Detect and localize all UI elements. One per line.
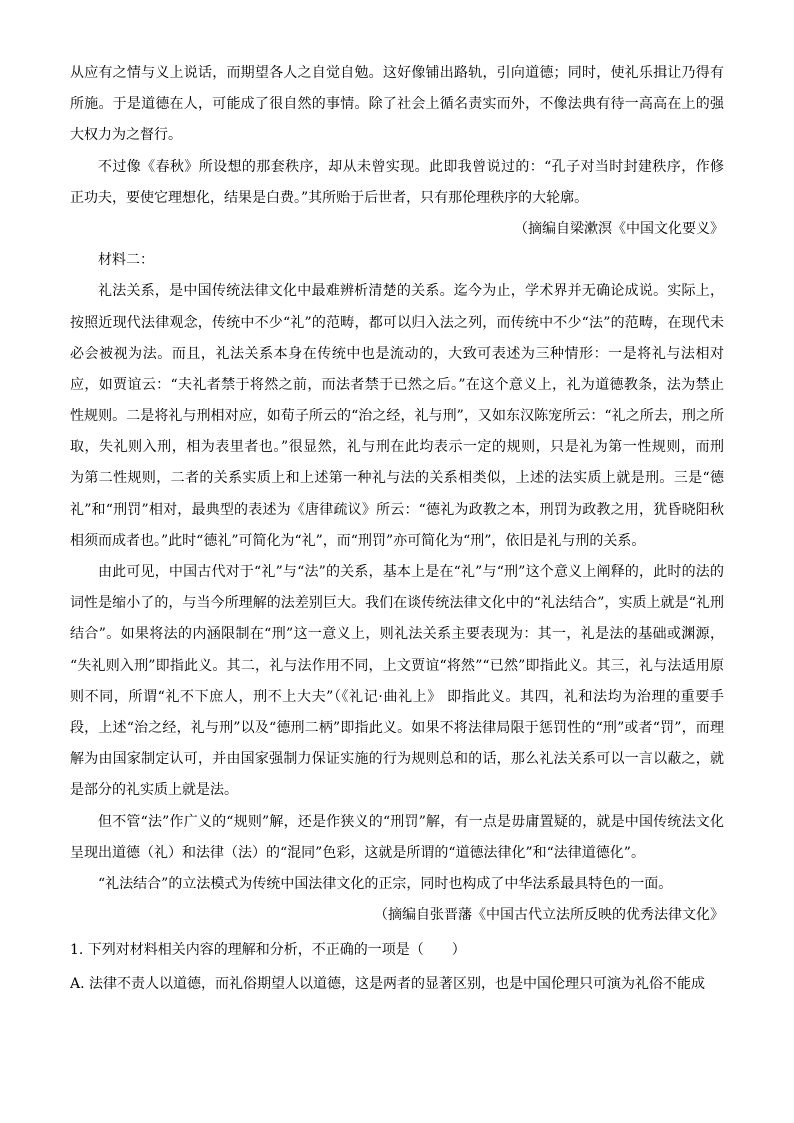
document-page (70, 58, 724, 999)
text-line: 为第二性规则，二者的关系实质上和上述第一种礼与法的关系相类似，上述的法实质上就是刑。三是“德 (70, 470, 724, 487)
text-line: 呈现出道德（礼）和法律（法）的“混同”色彩，这就是所谓的“道德法律化”和“法律道德化”。 (70, 844, 645, 861)
text-line: 大权力为之督行。 (70, 127, 182, 144)
text-line: 礼”和“刑罚”相对，最典型的表述为《唐律疏议》所云：“德礼为政教之本，刑罚为政教之用，犹昏晓阳秋 (70, 501, 724, 518)
text-line: （摘编自梁漱溟《中国文化要义》 (514, 220, 724, 237)
text-line: 从应有之情与义上说话，而期望各人之自觉自勉。这好像铺出路轨，引向道德；同时，使礼乐揖让乃得有 (70, 65, 724, 81)
text-line: 不过像《春秋》所设想的那套秩序，却从未曾实现。此即我曾说过的：“孔子对当时封建秩序，作修 (98, 158, 724, 175)
text-line: 结合”。如果将法的内涵限制在“刑”这一意义上，则礼法关系主要表现为：其一，礼是法的基础或渊源， (70, 626, 724, 643)
text-line: 按照近现代法律观念，传统中不少“礼”的范畴，都可以归入法之列，而传统中不少“法”的范畴，在现代未 (70, 314, 724, 331)
text-line: 段，上述“治之经，礼与刑”以及“德刑二柄”即指此义。如果不将法律局限于惩罚性的“刑”或者“罚”，而理 (70, 719, 724, 736)
question-prompt: 1. 下列对材料相关内容的理解和分析，不正确的一项是（ ） (70, 942, 466, 959)
text-line: 但不管“法”作广义的“规则”解，还是作狭义的“刑罚”解，有一点是毋庸置疑的，就是中国传统法文化 (98, 813, 724, 830)
text-line: 则不同，所谓“礼不下庶人，刑不上大夫”（《礼记·曲礼上》 即指此义。其四，礼和法均为治理的重要手 (70, 688, 724, 705)
text-line: 礼法关系，是中国传统法律文化中最难辨析清楚的关系。迄今为止，学术界并无确论成说。实际上， (98, 283, 724, 300)
text-line: 相须而成者也。”此时“德礼”可简化为“礼”，而“刑罚”亦可简化为“刑”，依旧是礼与刑的关系。 (70, 532, 646, 549)
text-line: 所施。于是道德在人，可能成了很自然的事情。除了社会上循名责实而外，不像法典有待一高高在上的强 (70, 96, 724, 113)
text-line: （摘编自张晋藩《中国古代立法所反映的优秀法律文化》 (374, 907, 724, 924)
text-line: 是部分的礼实质上就是法。 (70, 782, 238, 799)
document-body (70, 58, 724, 931)
text-line: 词性是缩小了的，与当今所理解的法差别巨大。我们在谈传统法律文化中的“礼法结合”，实质上就是“礼刑 (70, 595, 724, 612)
text-line: 必会被视为法。而且，礼法关系本身在传统中也是流动的，大致可表述为三种情形：一是将礼与法相对 (70, 345, 724, 362)
text-line: “礼法结合”的立法模式为传统中国法律文化的正宗，同时也构成了中华法系最具特色的一面。 (98, 875, 673, 892)
text-line: 正功夫，要使它理想化，结果是白费。”其所贻于后世者，只有那伦理秩序的大轮廓。 (70, 189, 589, 206)
text-line: 取，失礼则入刑，相为表里者也。”很显然，礼与刑在此均表示一定的规则，只是礼为第一性规则，而刑 (70, 439, 724, 456)
text-line: “失礼则入刑”即指此义。其二，礼与法作用不同，上文贾谊“将然”“已然”即指此义。其三，礼与法适用原 (70, 657, 724, 674)
text-line: 性规则。二是将礼与刑相对应，如荀子所云的“治之经，礼与刑”，又如东汉陈宠所云：“礼之所去，刑之所 (70, 408, 724, 425)
text-line: 由此可见，中国古代对于“礼”与“法”的关系，基本上是在“礼”与“刑”这个意义上阐释的，此时的法的 (98, 564, 724, 580)
question-option-a: A. 法律不责人以道德，而礼俗期望人以道德，这是两者的显著区别，也是中国伦理只可演为礼俗不能成 (70, 976, 706, 993)
text-line: 解为由国家制定认可，并由国家强制力保证实施的行为规则总和的话，那么礼法关系可以一言以蔽之，就 (70, 751, 724, 768)
text-line: 应，如贾谊云：“夫礼者禁于将然之前，而法者禁于已然之后。”在这个意义上，礼为道德教条，法为禁止 (70, 376, 724, 393)
text-line: 材料二： (98, 252, 154, 269)
